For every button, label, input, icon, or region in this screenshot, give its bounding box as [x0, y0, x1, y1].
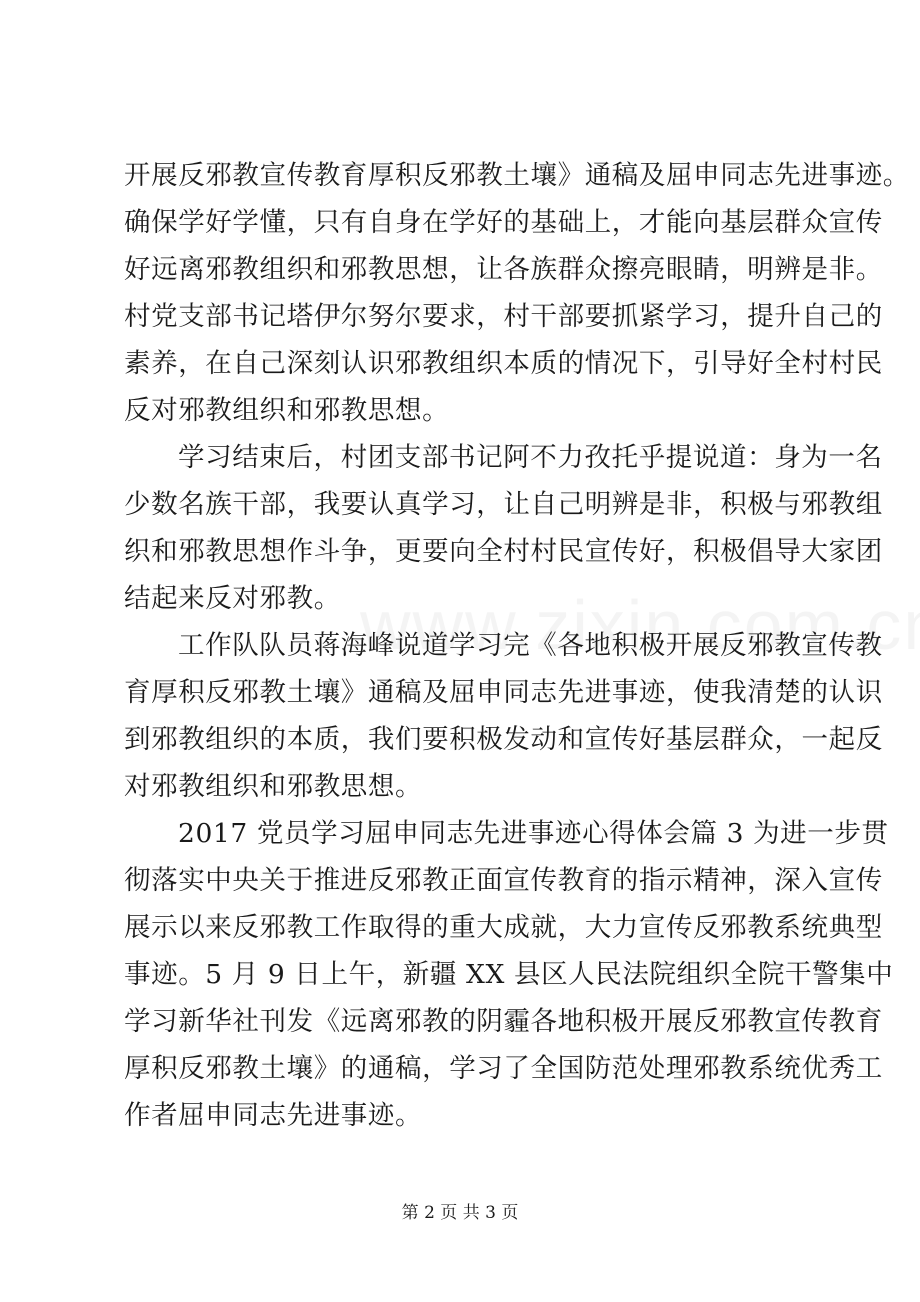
paragraph-4 [124, 810, 894, 1139]
text-line: 少数名族干部，我要认真学习，让自己明辨是非，积极与邪教组 [124, 489, 883, 520]
text-line: 开展反邪教宣传教育厚积反邪教土壤》通稿及屈申同志先进事迹。 [124, 160, 910, 191]
text-line: 村党支部书记塔伊尔努尔要求，村干部要抓紧学习，提升自己的 [124, 301, 883, 332]
text-line: 确保学好学懂，只有自身在学好的基础上，才能向基层群众宣传 [124, 207, 883, 238]
paragraph-1 [124, 152, 910, 434]
text-line: 学习结束后，村团支部书记阿不力孜托乎提说道：身为一名 [178, 442, 883, 473]
page-footer: 第 2 页 共 3 页 [401, 1203, 519, 1223]
text-line: 学习新华社刊发《远离邪教的阴霾各地积极开展反邪教宣传教育 [124, 1006, 883, 1037]
text-line: 展示以来反邪教工作取得的重大成就，大力宣传反邪教系统典型 [124, 912, 883, 943]
text-line: 事迹。5 月 9 日上午，新疆 XX 县区人民法院组织全院干警集中 [124, 959, 894, 990]
text-line: 好远离邪教组织和邪教思想，让各族群众擦亮眼睛，明辨是非。 [124, 254, 883, 285]
text-line: 作者屈申同志先进事迹。 [124, 1100, 423, 1131]
text-line: 结起来反对邪教。 [124, 583, 341, 614]
watermark [360, 585, 920, 665]
text-line: 厚积反邪教土壤》的通稿，学习了全国防范处理邪教系统优秀工 [124, 1053, 883, 1084]
text-line: 育厚积反邪教土壤》通稿及屈申同志先进事迹，使我清楚的认识 [124, 677, 883, 708]
text-line: 反对邪教组织和邪教思想。 [124, 395, 450, 426]
text-line: 对邪教组织和邪教思想。 [124, 771, 423, 802]
text-line: 2017 党员学习屈申同志先进事迹心得体会篇 3 为进一步贯 [178, 818, 889, 849]
text-line: 到邪教组织的本质，我们要积极发动和宣传好基层群众，一起反 [124, 724, 883, 755]
text-line: 工作队队员蒋海峰说道学习完《各地积极开展反邪教宣传教 [178, 630, 883, 661]
text-line: 织和邪教思想作斗争，更要向全村村民宣传好，积极倡导大家团 [124, 536, 883, 567]
text-line: 彻落实中央关于推进反邪教正面宣传教育的指示精神，深入宣传 [124, 865, 883, 896]
text-line: 素养，在自己深刻认识邪教组织本质的情况下，引导好全村村民 [124, 348, 883, 379]
